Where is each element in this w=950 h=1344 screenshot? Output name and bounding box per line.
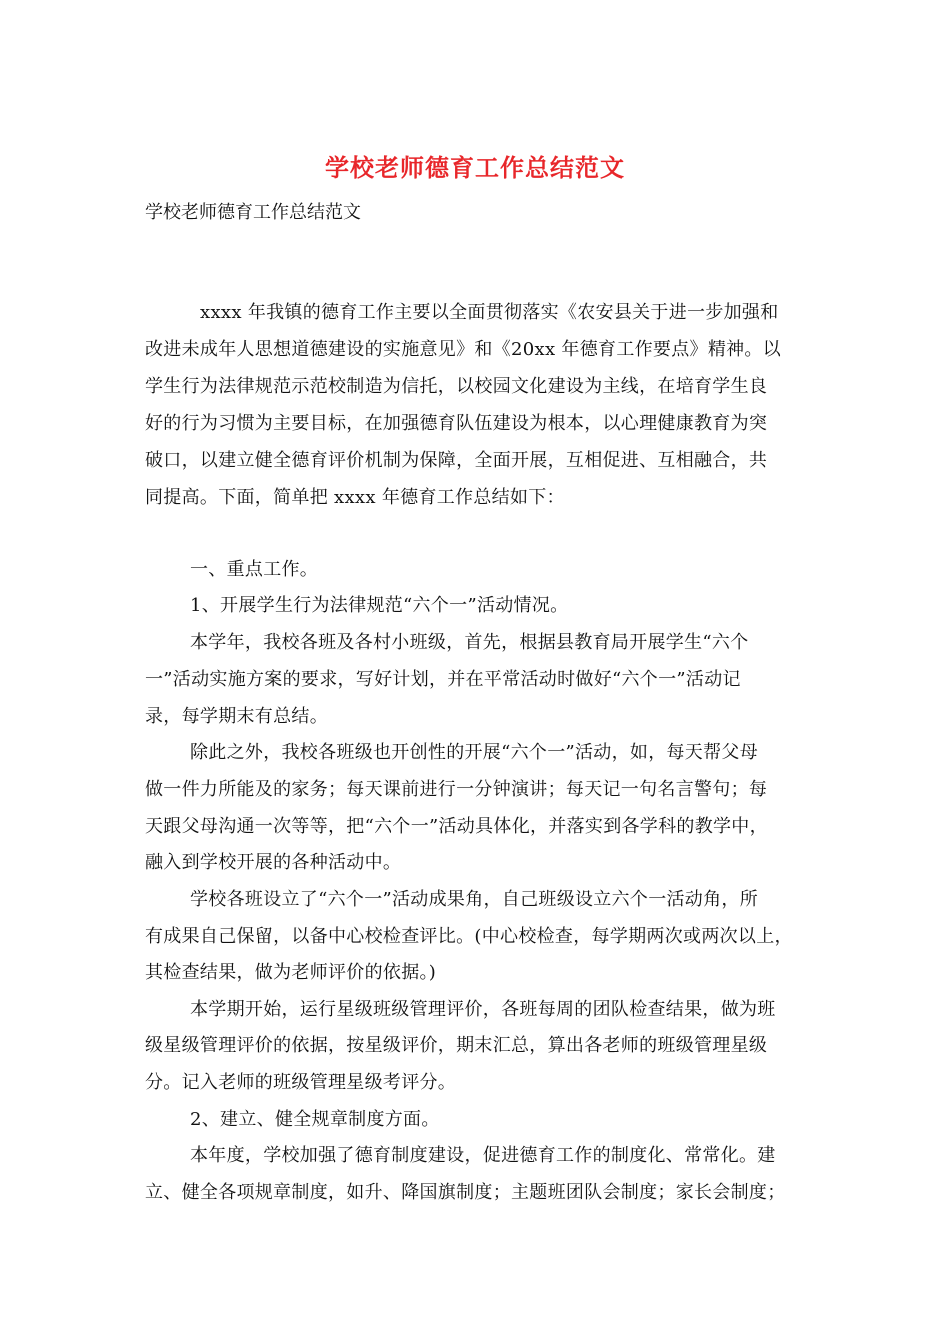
paragraph-line: 有成果自己保留，以备中心校检查评比。(中心校检查，每学期两次或两次以上， xyxy=(145,926,793,947)
paragraph-line: xxxx 年我镇的德育工作主要以全面贯彻落实《农安县关于进一步加强和 xyxy=(200,302,779,323)
paragraph-line: 好的行为习惯为主要目标，在加强德育队伍建设为根本，以心理健康教育为突 xyxy=(145,413,768,434)
document-title: 学校老师德育工作总结范文 xyxy=(325,153,625,182)
paragraph-line: 本学期开始，运行星级班级管理评价，各班每周的团队检查结果，做为班 xyxy=(190,999,776,1020)
paragraph-line: 本学年，我校各班及各村小班级，首先，根据县教育局开展学生“六个 xyxy=(190,632,749,653)
paragraph-line: 同提高。下面，简单把 xxxx 年德育工作总结如下： xyxy=(145,487,565,508)
paragraph-line: 级星级管理评价的依据，按星级评价，期末汇总，算出各老师的班级管理星级 xyxy=(145,1035,768,1056)
paragraph-line: 其检查结果，做为老师评价的依据。) xyxy=(145,962,437,983)
paragraph-line: 做一件力所能及的家务；每天课前进行一分钟演讲；每天记一句名言警句；每 xyxy=(145,779,768,800)
paragraph-line: 破口，以建立健全德育评价机制为保障，全面开展，互相促进、互相融合，共 xyxy=(145,450,768,471)
paragraph-line: 一”活动实施方案的要求，写好计划，并在平常活动时做好“六个一”活动记 xyxy=(145,669,741,690)
paragraph-line: 录，每学期末有总结。 xyxy=(145,706,328,727)
paragraph-line: 分。记入老师的班级管理星级考评分。 xyxy=(145,1072,457,1093)
paragraph-line: 立、健全各项规章制度，如升、降国旗制度；主题班团队会制度；家长会制度； xyxy=(145,1182,786,1203)
paragraph-line: 天跟父母沟通一次等等，把“六个一”活动具体化，并落实到各学科的教学中， xyxy=(145,816,768,837)
paragraph-line: 改进未成年人思想道德建设的实施意见》和《20xx 年德育工作要点》精神。以 xyxy=(145,339,782,360)
subsection-heading: 2、建立、健全规章制度方面。 xyxy=(190,1109,440,1130)
paragraph-line: 学生行为法律规范示范校制造为信托，以校园文化建设为主线，在培育学生良 xyxy=(145,376,768,397)
subsection-heading: 1、开展学生行为法律规范“六个一”活动情况。 xyxy=(190,595,569,616)
paragraph-line: 本年度，学校加强了德育制度建设，促进德育工作的制度化、常常化。建 xyxy=(190,1145,776,1166)
section-heading: 一、重点工作。 xyxy=(190,559,319,580)
document-subtitle: 学校老师德育工作总结范文 xyxy=(145,202,361,223)
paragraph-line: 融入到学校开展的各种活动中。 xyxy=(145,852,402,873)
paragraph-line: 学校各班设立了“六个一”活动成果角，自己班级设立六个一活动角，所 xyxy=(190,889,759,910)
paragraph-line: 除此之外，我校各班级也开创性的开展“六个一”活动，如，每天帮父母 xyxy=(190,742,759,763)
